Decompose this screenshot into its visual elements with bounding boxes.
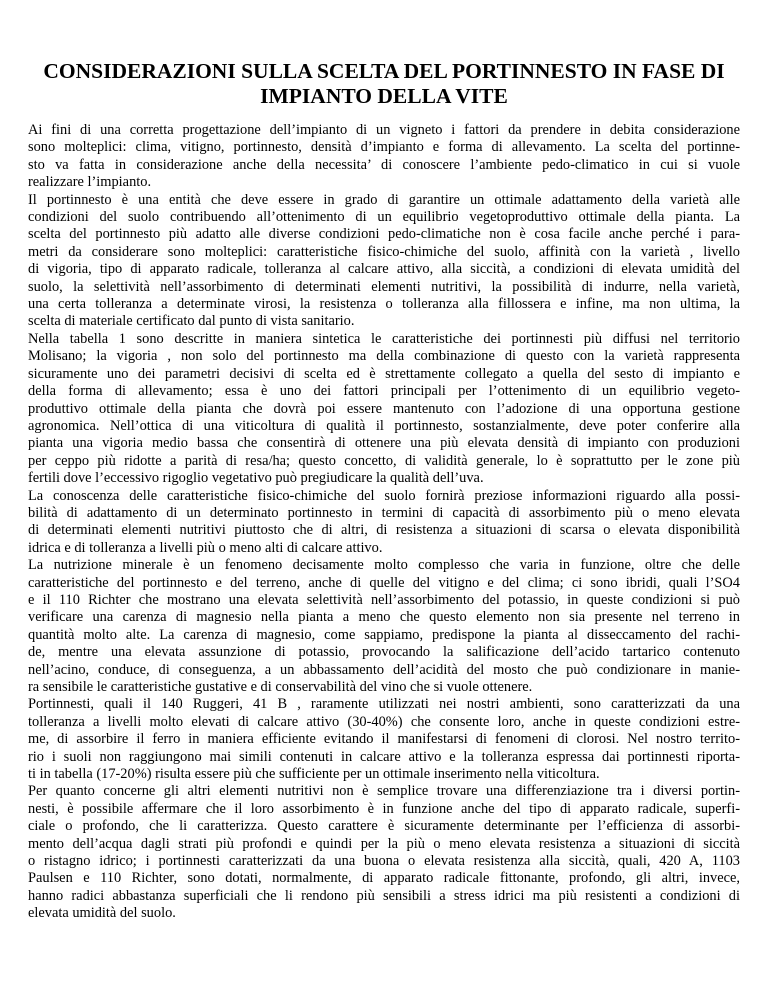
text-line: nell’acino, conduce, di conseguenza, a un abbassamento dell’acidità del mosto che può condizionare in manie- [28, 661, 740, 678]
paragraph [28, 122, 740, 192]
text-line: produttivo ottimale della pianta che dovrà poi essere mantenuto con l’adozione di una opportuna gestione [28, 400, 740, 417]
text-line: La nutrizione minerale è un fenomeno decisamente molto complesso che varia in funzione, oltre che delle [28, 557, 740, 574]
text-line: agronomica. Nell’ottica di una viticoltura di qualità il portinnesto, sostanzialmente, deve poter conferire alla [28, 417, 740, 434]
paragraph [28, 557, 740, 696]
text-line: realizzare l’impianto. [28, 174, 152, 191]
text-line: verificare una carenza di magnesio nella pianta a meno che questo elemento non sia presente nel terreno in [28, 609, 740, 626]
text-line: hanno radici abbastanza superficiali che li rendono più sensibili a stress idrici ma più resistenti a condizioni di [28, 887, 740, 904]
text-line: o ristagno idrico; i portinnesti caratterizzati da una buona o elevata resistenza alla siccità, quali, 420 A, 1103 [28, 853, 740, 870]
title-line: IMPIANTO DELLA VITE [260, 84, 508, 108]
text-line: La conoscenza delle caratteristiche fisico-chimiche del suolo fornirà preziose informazioni riguardo alla possi- [28, 487, 740, 504]
text-line: Ai fini di una corretta progettazione dell’impianto di un vigneto i fattori da prendere in debita considerazione [28, 122, 740, 138]
text-line: e il 110 Richter che mostrano una elevata selettività nell’assorbimento del potassio, in queste condizioni si può [28, 591, 740, 608]
text-line: elevata umidità del suolo. [28, 905, 176, 922]
text-line: metri da considerare sono molteplici: caratteristiche fisico-chimiche del suolo, affinità con la varietà , livello [28, 243, 740, 260]
text-line: di determinati elementi nutritivi piuttosto che di altri, di resistenza a situazioni di scarsa o elevata disponibilità [28, 522, 740, 539]
text-line: ra sensibile le caratteristiche gustative e di conservabilità del vino che si vuole ottenere. [28, 679, 533, 695]
text-line: Per quanto concerne gli altri elementi nutritivi non è semplice trovare una differenziazione tra i diversi portin- [28, 783, 740, 800]
text-line: di vigoria, tipo di apparato radicale, tolleranza al calcare attivo, alla siccità, a condizioni di elevata umidità del [28, 261, 740, 278]
paragraph [28, 696, 740, 783]
paragraph [28, 331, 740, 488]
text-line: ti in tabella (17-20%) risulta essere più che sufficiente per un ottimale inserimento nella viticoltura. [28, 766, 600, 783]
text-line: idrica e di tolleranza a livelli più o meno alti di calcare attivo. [28, 539, 383, 556]
text-line: de, mentre una elevata assunzione di potassio, provocando la salificazione dell’acido tartarico contenuto [28, 644, 740, 661]
text-line: una certa tolleranza a determinate virosi, la resistenza o tolleranza alla fillossera e infine, ma non ultima, la [28, 296, 740, 313]
paragraph [28, 488, 740, 558]
text-line: fertili dove l’eccessivo rigoglio vegetativo può pregiudicare la qualità dell’uva. [28, 470, 484, 487]
text-line: sono molteplici: clima, vitigno, portinnesto, densità d’impianto e forma di allevamento. La scelta del portinne- [28, 139, 740, 156]
text-line: tolleranza a livelli molto elevati di calcare attivo (30-40%) che consente loro, anche in queste condizioni estre- [28, 713, 740, 730]
document-body [28, 122, 740, 923]
text-line: pianta una vigoria medio bassa che consentirà di ottenere una più elevata densità di impianto con produzioni [28, 435, 740, 452]
text-line: bilità di adattamento di un determinato portinnesto in termini di capacità di assorbimento più o meno elevata [28, 504, 740, 521]
title-line: CONSIDERAZIONI SULLA SCELTA DEL PORTINNESTO IN FASE DI [43, 59, 725, 83]
text-line: quantità molto alte. La carenza di magnesio, come sappiamo, predispone la pianta al disseccamento del rachi- [28, 626, 740, 643]
text-line: ciale o profondo, che li caratterizza. Questo carattere è sicuramente determinante per l’efficienza di assorbi- [28, 818, 740, 835]
document-title [28, 59, 740, 109]
text-line: Nella tabella 1 sono descritte in maniera sintetica le caratteristiche dei portinnesti più diffusi nel territorio [28, 330, 740, 347]
text-line: sicuramente uno dei parametri decisivi di scelta ed è strettamente collegato a quella del sesto di impianto e [28, 365, 740, 382]
text-line: della forma di allevamento; essa è uno dei fattori principali per l’ottenimento di un equilibrio vegeto- [28, 383, 740, 400]
text-line: scelta di materiale certificato dal punto di vista sanitario. [28, 313, 355, 330]
text-line: per ceppo più ridotte a parità di resa/ha; questo concetto, di validità generale, lo è soprattutto per le zone più [28, 452, 740, 469]
paragraph [28, 783, 740, 922]
paragraph [28, 192, 740, 331]
text-line: caratteristiche del portinnesto e del terreno, anche di quelle del vitigno e del clima; ci sono ibridi, quali l’SO4 [28, 574, 740, 591]
text-line: Il portinnesto è una entità che deve essere in grado di garantire un ottimale adattamento della varietà alle [28, 191, 740, 208]
text-line: Portinnesti, quali il 140 Ruggeri, 41 B , raramente utilizzati nei nostri ambienti, sono caratterizzati da una [28, 696, 740, 713]
text-line: mento dell’acqua dagli strati più profondi e quindi per la più o meno elevata resistenza a situazioni di siccità [28, 835, 740, 852]
text-line: scelta del portinnesto più adatto alle diverse condizioni pedo-climatiche non è cosa facile anche perché i para- [28, 226, 740, 243]
text-line: rio i suoli non raggiungono mai simili contenuti in calcare attivo e la tolleranza espressa dai portinnesti riporta- [28, 748, 740, 765]
text-line: sto va fatta in considerazione anche della necessita’ di conoscere l’ambiente pedo-climatico in cui si vuole [28, 156, 740, 173]
text-line: nesti, è possibile affermare che il loro assorbimento è in funzione anche del tipo di apparato radicale, superfi- [28, 800, 740, 817]
text-line: me, di assorbire il ferro in maniera efficiente evitando il manifestarsi di fenomeni di clorosi. Nel nostro territo- [28, 731, 740, 748]
text-line: suolo, la selettività nell’assorbimento di determinati elementi nutritivi, la possibilità di indurre, nella varietà, [28, 278, 740, 295]
text-line: Paulsen e 110 Richter, sono dotati, normalmente, di apparato radicale fittonante, profondo, gli altri, invece, [28, 870, 740, 887]
text-line: Molisano; la vigoria , non solo del portinnesto ma della combinazione di questo con la varietà rappresenta [28, 348, 740, 365]
text-line: condizioni del suolo contribuendo all’ottenimento di un equilibrio vegetoproduttivo ottimale della pianta. La [28, 209, 740, 226]
